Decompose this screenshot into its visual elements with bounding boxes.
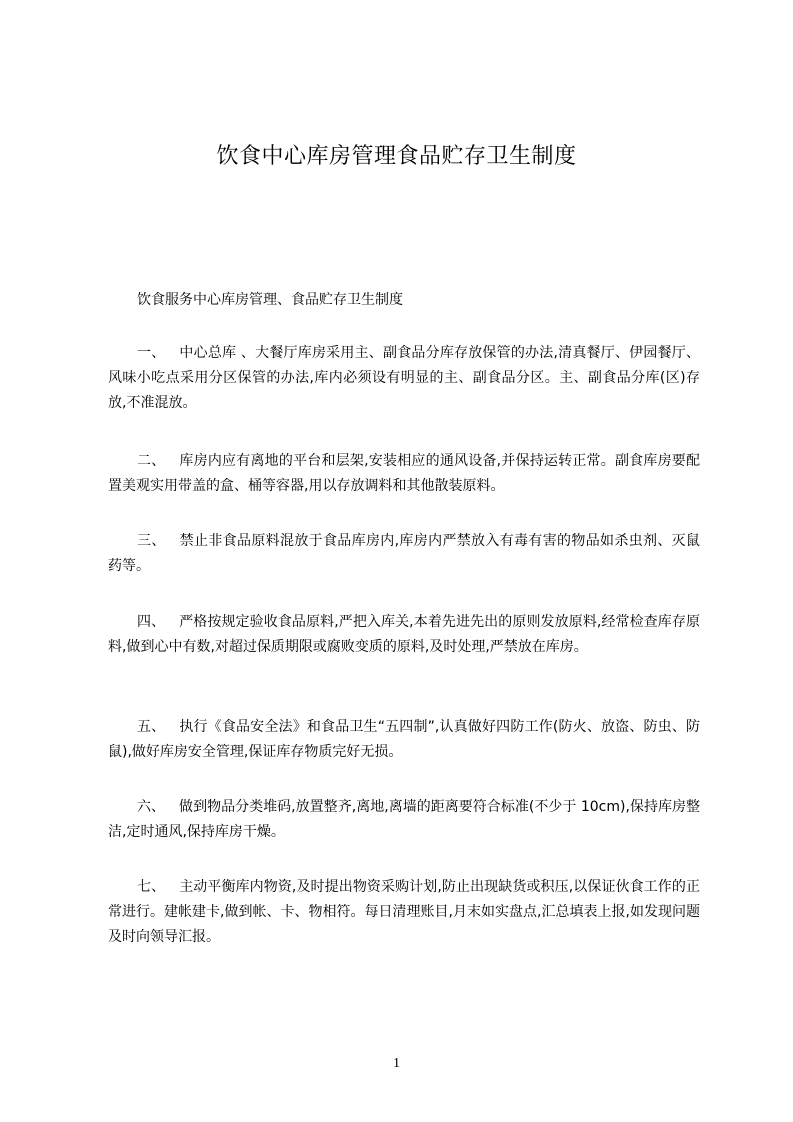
clause-number: 六、: [137, 799, 166, 815]
clause-text: 做到物品分类堆码,放置整齐,离地,离墙的距离要符合标准(不少于 10cm),保持库房整洁,定时通风,保持库房干燥。: [108, 799, 701, 840]
clause-paragraph: [108, 449, 700, 499]
clause-number: 五、: [137, 719, 166, 735]
clause-text: 执行《食品安全法》和食品卫生“五四制”,认真做好四防工作(防火、放盗、防虫、防鼠),做好库房安全管理,保证库存物质完好无损。: [108, 719, 701, 760]
clause-paragraph: [108, 610, 700, 660]
clause-paragraph: [108, 795, 700, 845]
clause-text: 严格按规定验收食品原料,严把入库关,本着先进先出的原则发放原料,经常检查库存原料,做到心中有数,对超过保质期限或腐败变质的原料,及时处理,严禁放在库房。: [108, 614, 700, 655]
clause-text: 主动平衡库内物资,及时提出物资采购计划,防止出现缺货或积压,以保证伙食工作的正常进行。建帐建卡,做到帐、卡、物相符。每日清理账目,月末如实盘点,汇总填表上报,如发现问题及时向领导汇报。: [108, 879, 700, 945]
document-title: 饮食中心库房管理食品贮存卫生制度: [216, 144, 577, 169]
clause-number: 四、: [137, 614, 166, 630]
clause-number: 七、: [137, 879, 166, 895]
clause-number: 一、: [137, 345, 166, 361]
document-subtitle: 饮食服务中心库房管理、食品贮存卫生制度: [137, 292, 403, 308]
clause-paragraph: [108, 341, 700, 416]
clause-text: 库房内应有离地的平台和层架,安装相应的通风设备,并保持运转正常。副食库房要配置美观实用带盖的盒、桶等容器,用以存放调料和其他散装原料。: [108, 453, 700, 494]
clause-paragraph: [108, 715, 700, 765]
clause-number: 二、: [137, 453, 166, 469]
clause-text: 禁止非食品原料混放于食品库房内,库房内严禁放入有毒有害的物品如杀虫剂、灭鼠药等。: [108, 533, 701, 574]
clause-text: 中心总库 、大餐厅库房采用主、副食品分库存放保管的办法,清真餐厅、伊园餐厅、风味小吃点采用分区保管的办法,库内必须设有明显的主、副食品分区。主、副食品分库(区)存放,不准混放。: [108, 345, 700, 411]
clause-paragraph: [108, 875, 700, 950]
clause-number: 三、: [137, 533, 166, 549]
page-number: 1: [393, 1056, 400, 1071]
clause-paragraph: [108, 529, 700, 579]
